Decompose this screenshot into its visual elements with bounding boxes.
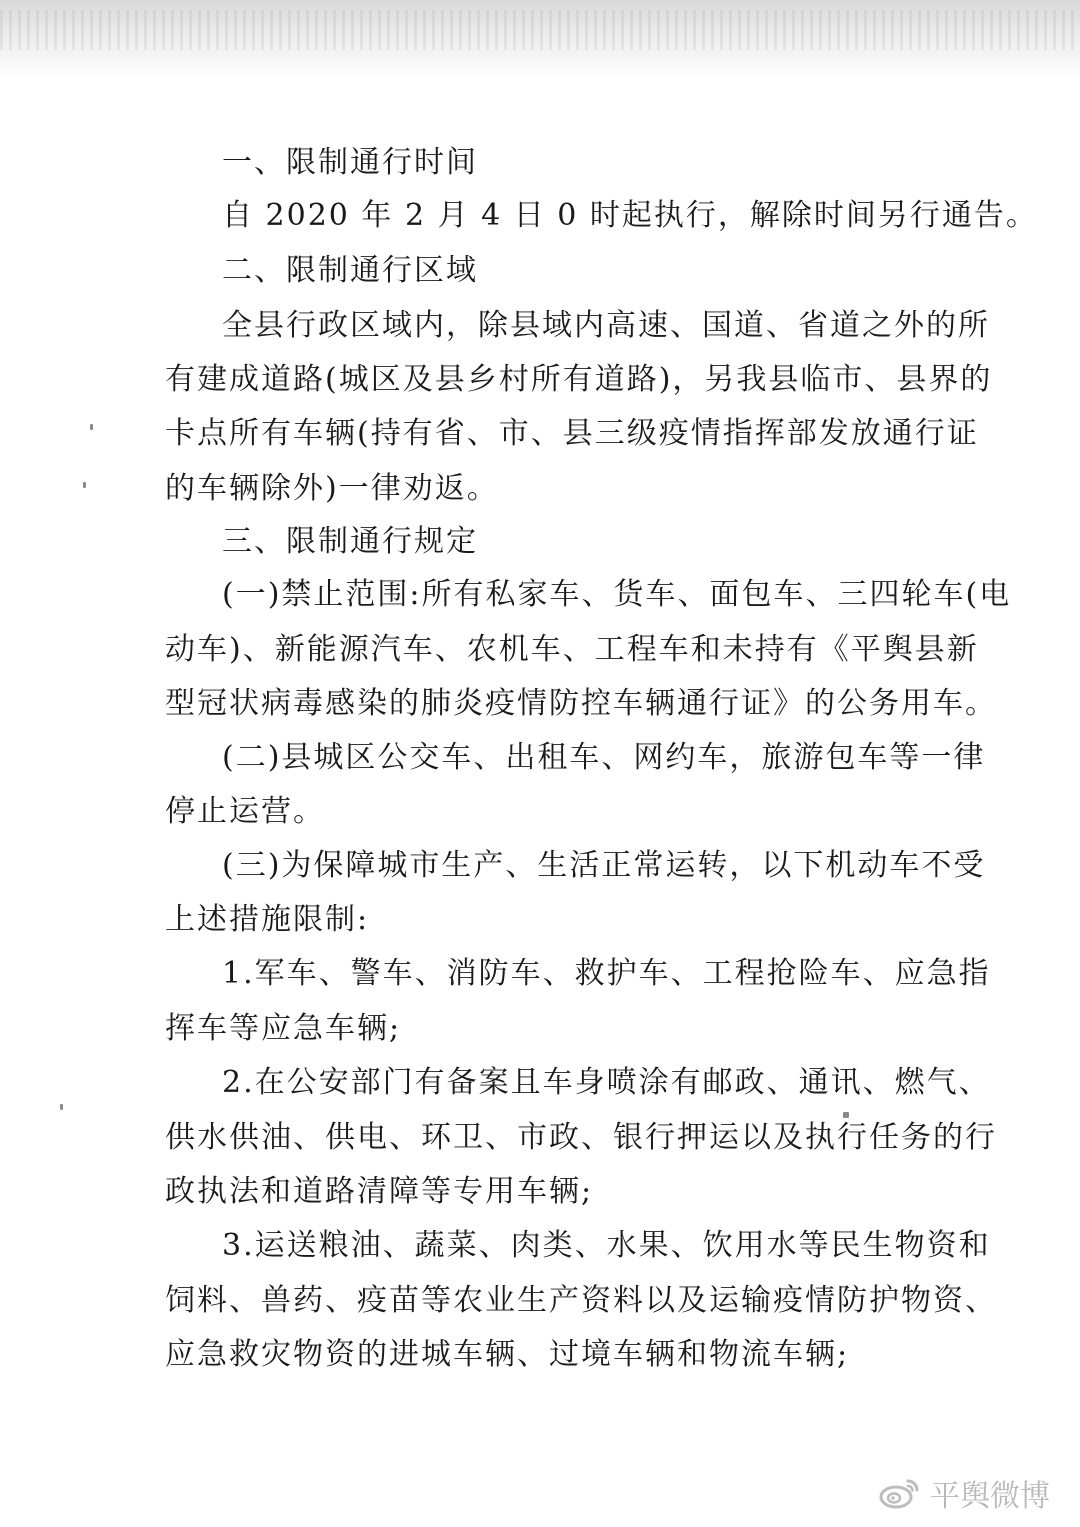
paragraph-line: (一)禁止范围:所有私家车、货车、面包车、三四轮车(电 [222, 577, 1012, 612]
paragraph-line: 供水供油、供电、环卫、市政、银行押运以及执行任务的行 [165, 1120, 997, 1155]
paragraph-line: 全县行政区域内，除县域内高速、国道、省道之外的所 [222, 308, 990, 343]
paragraph-line: 挥车等应急车辆; [165, 1011, 402, 1046]
weibo-watermark [878, 1471, 1050, 1515]
section-heading-rules: 三、限制通行规定 [222, 524, 478, 559]
paragraph-line: 应急救灾物资的进城车辆、过境车辆和物流车辆; [165, 1337, 850, 1372]
paragraph-line: (三)为保障城市生产、生活正常运转，以下机动车不受 [222, 848, 986, 883]
paragraph-line: 上述措施限制: [165, 902, 370, 937]
paragraph-line: 动车)、新能源汽车、农机车、工程车和未持有《平舆县新 [165, 632, 979, 667]
weibo-logo-icon [878, 1475, 922, 1511]
paragraph-line: 自 2020 年 2 月 4 日 0 时起执行，解除时间另行通告。 [222, 198, 1038, 233]
paragraph-line: 卡点所有车辆(持有省、市、县三级疫情指挥部发放通行证 [165, 416, 979, 451]
paragraph-line: 3.运送粮油、蔬菜、肉类、水果、饮用水等民生物资和 [222, 1228, 991, 1263]
paragraph-line: 有建成道路(城区及县乡村所有道路)，另我县临市、县界的 [165, 362, 993, 397]
paragraph-line: 饲料、兽药、疫苗等农业生产资料以及运输疫情防护物资、 [165, 1283, 997, 1318]
paragraph-line: (二)县城区公交车、出租车、网约车，旅游包车等一律 [222, 740, 986, 775]
paragraph-line: 政执法和道路清障等专用车辆; [165, 1174, 594, 1209]
paragraph-line: 型冠状病毒感染的肺炎疫情防控车辆通行证》的公务用车。 [165, 686, 997, 721]
scan-shadow [0, 0, 1080, 80]
paragraph-line: 停止运营。 [165, 794, 325, 829]
section-heading-area: 二、限制通行区域 [222, 253, 478, 288]
paragraph-line: 1.军车、警车、消防车、救护车、工程抢险车、应急指 [222, 956, 991, 991]
paragraph-line: 2.在公安部门有备案且车身喷涂有邮政、通讯、燃气、 [222, 1065, 991, 1100]
watermark-text: 平舆微博 [930, 1479, 1050, 1514]
section-heading-time: 一、限制通行时间 [222, 145, 478, 180]
paragraph-line: 的车辆除外)一律劝返。 [165, 471, 499, 506]
